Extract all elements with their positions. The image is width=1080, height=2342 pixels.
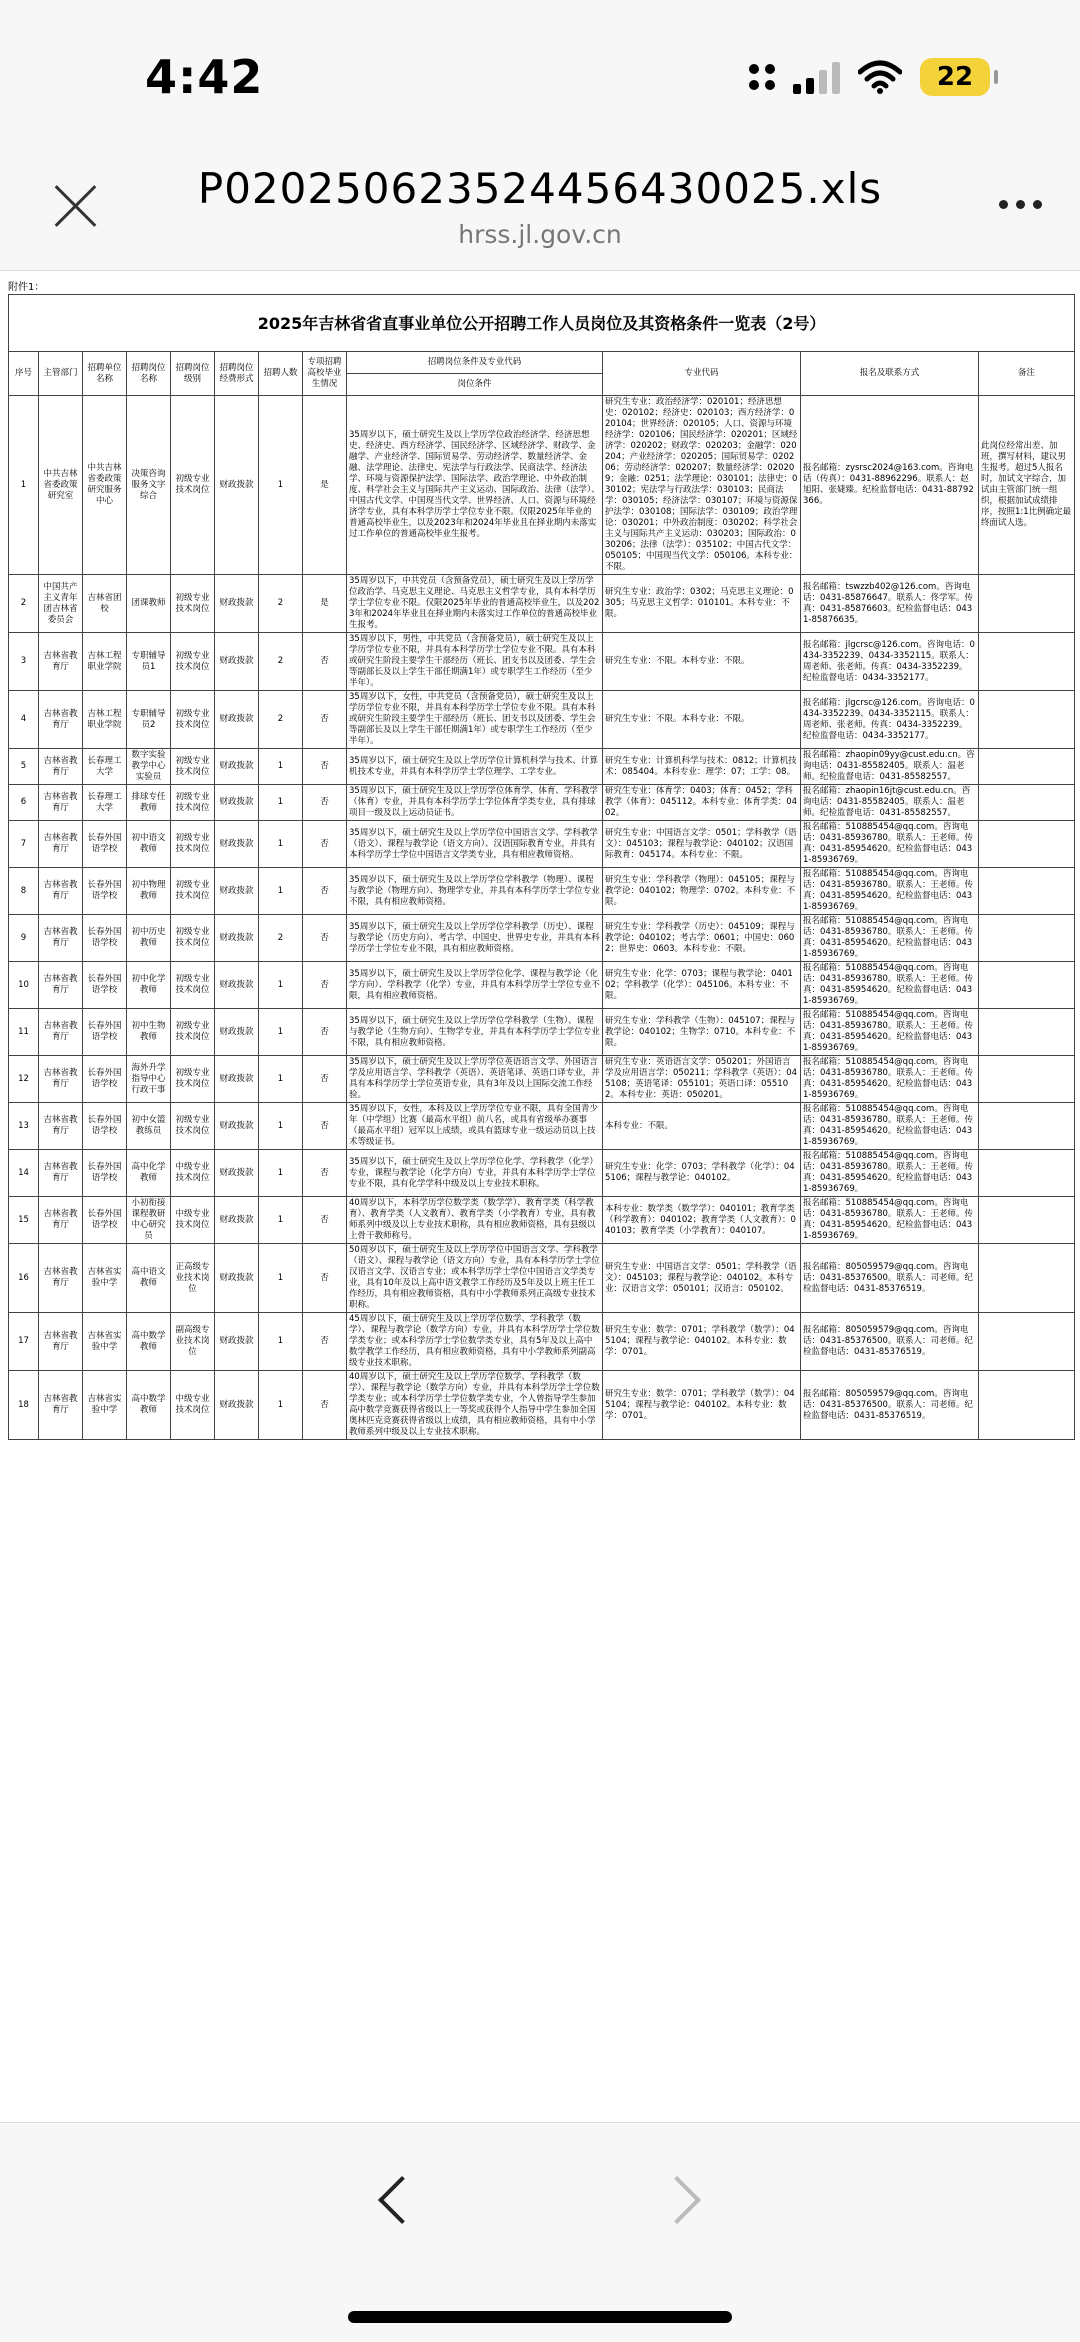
cell-major: 研究生专业：学科教学（生物）：045107；课程与教学论：040102；生物学：0710。本科专业：不限。 <box>603 1009 801 1056</box>
cell-post: 高中数学教师 <box>127 1371 171 1440</box>
cell-grad: 否 <box>303 785 347 821</box>
cell-grad: 否 <box>303 749 347 785</box>
attachment-label: 附件1： <box>8 282 45 293</box>
cell-contact: 报名邮箱：zhaopin09yy@cust.edu.cn。咨询电话：0431-85582405。联系人：温老师。纪检监督电话：0431-85582557。 <box>801 749 979 785</box>
cell-seq: 6 <box>9 785 39 821</box>
cell-contact: 报名邮箱：510885454@qq.com。咨询电话：0431-85936780。联系人：王老师。传真：0431-85954620。纪检监督电话：0431-85936769。 <box>801 1009 979 1056</box>
cell-contact: 报名邮箱：zhaopin16jt@cust.edu.cn。咨询电话：0431-85582405。联系人：温老师。纪检监督电话：0431-85582557。 <box>801 785 979 821</box>
cell-major: 研究生专业：数学：0701；学科教学（数学）：045104；课程与教学论：040102。本科专业：数学：0701。 <box>603 1313 801 1371</box>
cell-fund: 财政拨款 <box>215 575 259 633</box>
cell-cond: 35周岁以下，硕士研究生及以上学历学位英语语言文学、外国语言学及应用语言学、学科教学（英语）、英语笔译、英语口译专业，并具有本科学历学士学位英语专业，具有3年及以上国际交流工作经验。 <box>347 1056 603 1103</box>
cell-dept: 吉林省教育厅 <box>39 633 83 691</box>
cell-post: 初中历史教师 <box>127 915 171 962</box>
cell-level: 初级专业技术岗位 <box>171 575 215 633</box>
cell-grad: 否 <box>303 1150 347 1197</box>
cell-grad: 否 <box>303 962 347 1009</box>
cell-post: 排球专任教师 <box>127 785 171 821</box>
cell-num: 1 <box>259 962 303 1009</box>
cell-num: 2 <box>259 575 303 633</box>
cell-seq: 18 <box>9 1371 39 1440</box>
cell-dept: 吉林省教育厅 <box>39 1244 83 1313</box>
table-row <box>9 633 1075 691</box>
cell-note <box>979 785 1075 821</box>
cell-dept: 吉林省教育厅 <box>39 1009 83 1056</box>
cell-fund: 财政拨款 <box>215 1313 259 1371</box>
cell-dept: 中国共产主义青年团吉林省委员会 <box>39 575 83 633</box>
cell-fund: 财政拨款 <box>215 785 259 821</box>
cell-seq: 13 <box>9 1103 39 1150</box>
cell-cond: 40周岁以下，硕士研究生及以上学历学位数学、学科教学（数学）、课程与教学论（数学方向）专业，并具有本科学历学士学位数学类专业；或本科学历学士学位数学类专业，个人曾指导学生参加高中数学竞赛获得省级以上一等奖或获得个人指导中学生参加全国奥林匹克竞赛获得省级以上成绩，具有相应教师资格，具有中小学教师系列中级及以上专业技术职称。 <box>347 1371 603 1440</box>
cell-dept: 吉林省教育厅 <box>39 962 83 1009</box>
cell-num: 2 <box>259 633 303 691</box>
cell-num: 1 <box>259 1009 303 1056</box>
cell-contact: 报名邮箱：510885454@qq.com。咨询电话：0431-85936780。联系人：王老师。传真：0431-85954620。纪检监督电话：0431-85936769。 <box>801 821 979 868</box>
cell-cond: 35周岁以下，硕士研究生及以上学历学位政治经济学、经济思想史、经济史、西方经济学、国民经济学、区域经济学、财政学、金融学、产业经济学、国际贸易学、劳动经济学、数量经济学、金融、法学理论、法律史、宪法学与行政法学、民商法学、经济法学、环境与资源保护法学、国际法学、政治学理论、中外政治制度、科学社会主义与国际共产主义运动、国际政治、法律（法学）、中国古代文学、中国现当代文学、世界经济、人口、资源与环境经济学专业，具有本科学历学士学位专业不限。仅限2025年毕业的普通高校毕业生，以及2023年和2024年毕业且在择业期内未落实过工作单位的普通高校毕业生报考。 <box>347 396 603 575</box>
status-icons <box>749 58 990 96</box>
cell-grad: 否 <box>303 1009 347 1056</box>
cell-unit: 长春外国语学校 <box>83 915 127 962</box>
cell-level: 初级专业技术岗位 <box>171 749 215 785</box>
source-domain: hrss.jl.gov.cn <box>458 220 622 249</box>
cell-major: 研究生专业：英语语言文学：050201；外国语言学及应用语言学：050211；学科教学（英语）：045108；英语笔译：055101；英语口译：055102。本科专业：英语：050201。 <box>603 1056 801 1103</box>
cell-major: 研究生专业：数学：0701；学科教学（数学）：045104；课程与教学论：040102。本科专业：数学：0701。 <box>603 1371 801 1440</box>
cell-grad: 否 <box>303 1197 347 1244</box>
cell-contact: 报名邮箱：tswzzb402@126.com。咨询电话：0431-85876647。联系人：佟学军。传真：0431-85876603。纪检监督电话：0431-85876635。 <box>801 575 979 633</box>
cell-unit: 吉林省实验中学 <box>83 1244 127 1313</box>
cell-fund: 财政拨款 <box>215 821 259 868</box>
cell-unit: 吉林工程职业学院 <box>83 633 127 691</box>
cell-level: 初级专业技术岗位 <box>171 633 215 691</box>
header-major: 专业代码 <box>603 352 801 396</box>
cell-unit: 长春外国语学校 <box>83 1009 127 1056</box>
cell-major: 研究生专业：体育学：0403；体育：0452；学科教学（体育）：045112。本科专业：体育学类：0402。 <box>603 785 801 821</box>
cell-unit: 长春外国语学校 <box>83 1056 127 1103</box>
cell-num: 1 <box>259 1103 303 1150</box>
cell-level: 正高级专业技术岗位 <box>171 1244 215 1313</box>
spreadsheet-view[interactable] <box>0 272 1080 2122</box>
cell-cond: 40周岁以下，本科学历学位数学类（数学学）、教育学类（科学教育）、教育学类（人文教育）、教育学类（小学教育）专业，具有教师系列中级及以上专业技术职称，具有相应教师资格，具有县级以上骨干教师称号。 <box>347 1197 603 1244</box>
cellular-signal-icon <box>793 60 840 94</box>
cell-major: 研究生专业：不限。本科专业：不限。 <box>603 691 801 749</box>
back-arrow-icon[interactable] <box>378 2176 426 2224</box>
cell-seq: 3 <box>9 633 39 691</box>
cell-contact: 报名邮箱：zysrsc2024@163.com。咨询电话（传真）：0431-88962296。联系人：赵旭阳、张婕臻。纪检监督电话：0431-88792366。 <box>801 396 979 575</box>
cell-level: 副高级专业技术岗位 <box>171 1313 215 1371</box>
cell-num: 1 <box>259 821 303 868</box>
forward-arrow-icon[interactable] <box>653 2176 701 2224</box>
cell-dept: 吉林省教育厅 <box>39 915 83 962</box>
wifi-icon <box>858 60 902 94</box>
table-row <box>9 962 1075 1009</box>
cell-cond: 35周岁以下，硕士研究生及以上学历学位化学、课程与教学论（化学方向）、学科教学（化学）专业，并具有本科学历学士学位专业不限，具有相应教师资格。 <box>347 962 603 1009</box>
header-note: 备注 <box>979 352 1075 396</box>
cell-grad: 否 <box>303 868 347 915</box>
cell-major: 研究生专业：计算机科学与技术：0812；计算机技术：085404。本科专业：理学：07；工学：08。 <box>603 749 801 785</box>
cell-fund: 财政拨款 <box>215 962 259 1009</box>
cell-dept: 中共吉林省委政策研究室 <box>39 396 83 575</box>
cell-level: 中级专业技术岗位 <box>171 1197 215 1244</box>
cell-note <box>979 915 1075 962</box>
cell-cond: 35周岁以下，硕士研究生及以上学历学位中国语言文学、学科教学（语文）、课程与教学论（语文方向）、汉语国际教育专业，并具有本科学历学士学位中国语言文学类专业，具有相应教师资格。 <box>347 821 603 868</box>
cell-dept: 吉林省教育厅 <box>39 1371 83 1440</box>
table-row <box>9 1150 1075 1197</box>
cell-num: 1 <box>259 1371 303 1440</box>
cell-dept: 吉林省教育厅 <box>39 1150 83 1197</box>
cell-level: 初级专业技术岗位 <box>171 1009 215 1056</box>
header-unit: 招聘单位名称 <box>83 352 127 396</box>
cell-post: 团课教师 <box>127 575 171 633</box>
cell-grad: 否 <box>303 691 347 749</box>
cell-seq: 1 <box>9 396 39 575</box>
cell-cond: 35周岁以下，硕士研究生及以上学历学位学科教学（生物）、课程与教学论（生物方向）、生物学专业，并具有本科学历学士学位专业不限，具有相应教师资格。 <box>347 1009 603 1056</box>
cell-num: 1 <box>259 1056 303 1103</box>
header-cond-group: 招聘岗位条件及专业代码 <box>347 352 603 374</box>
header-seq: 序号 <box>9 352 39 396</box>
cell-seq: 11 <box>9 1009 39 1056</box>
cell-major: 研究生专业：中国语言文学：0501；学科教学（语文）：045103；课程与教学论：040102。本科专业：汉语言文学：050101；汉语言：050102。 <box>603 1244 801 1313</box>
cell-post: 初中语文教师 <box>127 821 171 868</box>
cell-fund: 财政拨款 <box>215 1197 259 1244</box>
cell-unit: 长春理工大学 <box>83 785 127 821</box>
table-row <box>9 1056 1075 1103</box>
cell-post: 专职辅导员1 <box>127 633 171 691</box>
table-row <box>9 915 1075 962</box>
cell-dept: 吉林省教育厅 <box>39 868 83 915</box>
cell-level: 初级专业技术岗位 <box>171 962 215 1009</box>
cell-num: 2 <box>259 915 303 962</box>
table-row <box>9 785 1075 821</box>
cell-note <box>979 1103 1075 1150</box>
cell-num: 2 <box>259 691 303 749</box>
cell-num: 1 <box>259 1150 303 1197</box>
cell-seq: 14 <box>9 1150 39 1197</box>
cell-post: 小初衔接课程教研中心研究员 <box>127 1197 171 1244</box>
cell-note <box>979 1197 1075 1244</box>
cell-fund: 财政拨款 <box>215 691 259 749</box>
cell-note <box>979 1009 1075 1056</box>
cell-unit: 吉林省实验中学 <box>83 1313 127 1371</box>
cell-level: 初级专业技术岗位 <box>171 1056 215 1103</box>
cell-note <box>979 749 1075 785</box>
cell-dept: 吉林省教育厅 <box>39 1197 83 1244</box>
cell-grad: 是 <box>303 396 347 575</box>
cell-cond: 45周岁以下，硕士研究生及以上学历学位数学、学科教学（数学）、课程与教学论（数学方向）专业，并具有本科学历学士学位数学类专业；或本科学历学士学位数学类专业，具有5年及以上高中数学教学工作经历，具有相应教师资格，具有中小学教师系列副高级专业技术职称。 <box>347 1313 603 1371</box>
cell-unit: 长春外国语学校 <box>83 821 127 868</box>
cell-level: 初级专业技术岗位 <box>171 868 215 915</box>
cell-fund: 财政拨款 <box>215 915 259 962</box>
cell-grad: 否 <box>303 1313 347 1371</box>
cell-level: 初级专业技术岗位 <box>171 785 215 821</box>
table-row <box>9 749 1075 785</box>
cell-num: 1 <box>259 1197 303 1244</box>
cell-cond: 35周岁以下，硕士研究生及以上学历学位计算机科学与技术、计算机技术专业，并具有本科学历学士学位理学、工学专业。 <box>347 749 603 785</box>
cell-contact: 报名邮箱：510885454@qq.com。咨询电话：0431-85936780。联系人：王老师。传真：0431-85954620。纪检监督电话：0431-85936769。 <box>801 1056 979 1103</box>
cell-contact: 报名邮箱：510885454@qq.com。咨询电话：0431-85936780。联系人：王老师。传真：0431-85954620。纪检监督电话：0431-85936769。 <box>801 1150 979 1197</box>
cell-post: 高中化学教师 <box>127 1150 171 1197</box>
cell-grad: 否 <box>303 915 347 962</box>
cell-num: 1 <box>259 1244 303 1313</box>
cell-major: 研究生专业：中国语言文学：0501；学科教学（语文）：045103；课程与教学论：040102；汉语国际教育：045174。本科专业：不限。 <box>603 821 801 868</box>
cell-major: 研究生专业：化学：0703；课程与教学论：040102；学科教学（化学）：045106。本科专业：不限。 <box>603 962 801 1009</box>
status-bar <box>0 0 1080 150</box>
cell-level: 初级专业技术岗位 <box>171 915 215 962</box>
cell-fund: 财政拨款 <box>215 1056 259 1103</box>
cell-note: 此岗位经常出差、加班，撰写材料，建议男生报考。超过5人报名时，加试文字综合，加试由主管部门统一组织，根据加试成绩排序，按照1:1比例确定最终面试人选。 <box>979 396 1075 575</box>
cell-level: 初级专业技术岗位 <box>171 396 215 575</box>
cell-level: 初级专业技术岗位 <box>171 821 215 868</box>
cell-grad: 否 <box>303 633 347 691</box>
cell-major: 研究生专业：学科教学（历史）：045109；课程与教学论：040102；考古学：0601；中国史：0602；世界史：0603。本科专业：不限。 <box>603 915 801 962</box>
cell-unit: 中共吉林省委政策研究服务中心 <box>83 396 127 575</box>
cell-major: 研究生专业：化学：0703；学科教学（化学）：045106；课程与教学论：040102。 <box>603 1150 801 1197</box>
cell-post: 高中语文教师 <box>127 1244 171 1313</box>
table-row <box>9 575 1075 633</box>
cell-seq: 5 <box>9 749 39 785</box>
cell-note <box>979 691 1075 749</box>
cell-num: 1 <box>259 1313 303 1371</box>
cell-note <box>979 1150 1075 1197</box>
cell-contact: 报名邮箱：510885454@qq.com。咨询电话：0431-85936780。联系人：王老师。传真：0431-85954620。纪检监督电话：0431-85936769。 <box>801 962 979 1009</box>
cell-post: 初中物理教师 <box>127 868 171 915</box>
cell-seq: 8 <box>9 868 39 915</box>
cell-num: 1 <box>259 868 303 915</box>
file-name: P020250623524456430025.xls <box>197 164 883 213</box>
cell-num: 1 <box>259 396 303 575</box>
cell-level: 中级专业技术岗位 <box>171 1150 215 1197</box>
table-row <box>9 691 1075 749</box>
cell-grad: 否 <box>303 1244 347 1313</box>
cell-fund: 财政拨款 <box>215 633 259 691</box>
cell-dept: 吉林省教育厅 <box>39 1103 83 1150</box>
cell-unit: 长春外国语学校 <box>83 868 127 915</box>
cell-fund: 财政拨款 <box>215 1244 259 1313</box>
cell-post: 高中数学教师 <box>127 1313 171 1371</box>
cell-note <box>979 1056 1075 1103</box>
cell-grad: 否 <box>303 1056 347 1103</box>
cell-contact: 报名邮箱：jlgcrsc@126.com。咨询电话：0434-3352239、0434-3352115。联系人：周老师、张老师。传真：0434-3352239。纪检监督电话：0434-3352177。 <box>801 633 979 691</box>
viewer-header <box>0 150 1080 271</box>
cell-note <box>979 962 1075 1009</box>
cell-fund: 财政拨款 <box>215 396 259 575</box>
cell-major: 本科专业：数学类（数学学）：040101；教育学类（科学教育）：040102；教育学类（人文教育）：040103；教育学类（小学教育）：040107。 <box>603 1197 801 1244</box>
cell-major: 本科专业：不限。 <box>603 1103 801 1150</box>
header-num: 招聘人数 <box>259 352 303 396</box>
clock: 4:42 <box>145 50 264 104</box>
table-row <box>9 1313 1075 1371</box>
header-cond: 岗位条件 <box>347 374 603 396</box>
cell-level: 初级专业技术岗位 <box>171 691 215 749</box>
cell-cond: 35周岁以下，女性，本科及以上学历学位专业不限，具有全国青少年（中学组）比赛（最高水平组）前八名，或具有省级举办赛事（最高水平组）冠军以上成绩，或具有篮球专业一级运动员以上技术等级证书。 <box>347 1103 603 1150</box>
cell-seq: 16 <box>9 1244 39 1313</box>
cell-cond: 35周岁以下，硕士研究生及以上学历学位学科教学（历史）、课程与教学论（历史方向）、考古学、中国史、世界史专业，并具有本科学历学士学位专业不限，具有相应教师资格。 <box>347 915 603 962</box>
header-fund: 招聘岗位经费形式 <box>215 352 259 396</box>
cell-seq: 4 <box>9 691 39 749</box>
table-title: 2025年吉林省省直事业单位公开招聘工作人员岗位及其资格条件一览表（2号） <box>9 295 1075 352</box>
cell-note <box>979 1313 1075 1371</box>
header-dept: 主管部门 <box>39 352 83 396</box>
cell-unit: 长春外国语学校 <box>83 1103 127 1150</box>
cell-unit: 吉林省团校 <box>83 575 127 633</box>
cell-post: 初中生物教师 <box>127 1009 171 1056</box>
cell-fund: 财政拨款 <box>215 1371 259 1440</box>
cell-major: 研究生专业：不限。本科专业：不限。 <box>603 633 801 691</box>
cell-fund: 财政拨款 <box>215 1150 259 1197</box>
header-post: 招聘岗位名称 <box>127 352 171 396</box>
cell-note <box>979 821 1075 868</box>
cell-seq: 7 <box>9 821 39 868</box>
cell-dept: 吉林省教育厅 <box>39 785 83 821</box>
table-row <box>9 396 1075 575</box>
table-row <box>9 1244 1075 1313</box>
more-options-icon[interactable] <box>999 200 1042 209</box>
cell-fund: 财政拨款 <box>215 1103 259 1150</box>
bottom-nav <box>0 2122 1080 2342</box>
table-row <box>9 1197 1075 1244</box>
cell-unit: 长春外国语学校 <box>83 1150 127 1197</box>
cell-post: 初中女篮教练员 <box>127 1103 171 1150</box>
cell-dept: 吉林省教育厅 <box>39 1056 83 1103</box>
cell-seq: 12 <box>9 1056 39 1103</box>
cell-cond: 50周岁以下，硕士研究生及以上学历学位中国语言文学、学科教学（语文）、课程与教学论（语文方向）专业，具有本科学历学士学位汉语言文学、汉语言专业；或本科学历学士学位中国语言文学类专业，具有10年及以上高中语文教学工作经历及5年及以上班主任工作经历，具有相应教师资格，具有中小学教师系列正高级专业技术职称。 <box>347 1244 603 1313</box>
cell-fund: 财政拨款 <box>215 868 259 915</box>
cell-post: 专职辅导员2 <box>127 691 171 749</box>
cell-unit: 长春理工大学 <box>83 749 127 785</box>
cell-unit: 长春外国语学校 <box>83 962 127 1009</box>
cell-grad: 否 <box>303 1103 347 1150</box>
cell-num: 1 <box>259 785 303 821</box>
table-row <box>9 1103 1075 1150</box>
table-row <box>9 868 1075 915</box>
cell-major: 研究生专业：学科教学（物理）：045105；课程与教学论：040102；物理学：0702。本科专业：不限。 <box>603 868 801 915</box>
cell-post: 初中化学教师 <box>127 962 171 1009</box>
cell-post: 海外升学指导中心行政干事 <box>127 1056 171 1103</box>
cell-post: 数字实验教学中心实验员 <box>127 749 171 785</box>
header-grad: 专项招聘高校毕业生情况 <box>303 352 347 396</box>
cell-cond: 35周岁以下，硕士研究生及以上学历学位化学、学科教学（化学）专业，课程与教学论（化学方向）专业，并具有本科学历学士学位专业不限，具有化学学科中级及以上专业技术职称。 <box>347 1150 603 1197</box>
cell-cond: 35周岁以下，女性，中共党员（含预备党员），硕士研究生及以上学历学位专业不限，并具有本科学历学士学位专业不限。具有本科或研究生阶段主要学生干部经历（班长、团支书以及团委、学生会等副部长及以上学生干部任期满1年）或专职学生工作经历（至少半年）。 <box>347 691 603 749</box>
cell-seq: 17 <box>9 1313 39 1371</box>
cell-level: 中级专业技术岗位 <box>171 1371 215 1440</box>
cell-note <box>979 575 1075 633</box>
job-table <box>8 294 1075 1440</box>
cell-seq: 9 <box>9 915 39 962</box>
cell-grad: 是 <box>303 575 347 633</box>
cell-major: 研究生专业：政治学：0302；马克思主义理论：0305；马克思主义哲学：010101。本科专业：不限。 <box>603 575 801 633</box>
cell-seq: 15 <box>9 1197 39 1244</box>
cell-contact: 报名邮箱：510885454@qq.com。咨询电话：0431-85936780。联系人：王老师。传真：0431-85954620。纪检监督电话：0431-85936769。 <box>801 868 979 915</box>
focus-dots-icon <box>749 64 775 90</box>
cell-post: 决策咨询服务文字综合 <box>127 396 171 575</box>
table-row <box>9 821 1075 868</box>
cell-num: 1 <box>259 749 303 785</box>
cell-grad: 否 <box>303 1371 347 1440</box>
cell-dept: 吉林省教育厅 <box>39 821 83 868</box>
cell-fund: 财政拨款 <box>215 749 259 785</box>
cell-contact: 报名邮箱：805059579@qq.com。咨询电话：0431-85376500。联系人：司老师。纪检监督电话：0431-85376519。 <box>801 1244 979 1313</box>
cell-cond: 35周岁以下，硕士研究生及以上学历学位体育学、体育、学科教学（体育）专业，并具有本科学历学士学位体育学类专业，具有排球项目一级及以上运动员证书。 <box>347 785 603 821</box>
cell-note <box>979 868 1075 915</box>
home-indicator <box>348 2311 732 2323</box>
header-level: 招聘岗位级别 <box>171 352 215 396</box>
cell-contact: 报名邮箱：510885454@qq.com。咨询电话：0431-85936780。联系人：王老师。传真：0431-85954620。纪检监督电话：0431-85936769。 <box>801 1197 979 1244</box>
cell-unit: 长春外国语学校 <box>83 1197 127 1244</box>
cell-dept: 吉林省教育厅 <box>39 749 83 785</box>
cell-cond: 35周岁以下，男性，中共党员（含预备党员），硕士研究生及以上学历学位专业不限，并具有本科学历学士学位专业不限。具有本科或研究生阶段主要学生干部经历（班长、团支书以及团委、学生会等副部长及以上学生干部任期满1年）或专职学生工作经历（至少半年）。 <box>347 633 603 691</box>
cell-note <box>979 1244 1075 1313</box>
table-row <box>9 1009 1075 1056</box>
cell-dept: 吉林省教育厅 <box>39 691 83 749</box>
cell-contact: 报名邮箱：510885454@qq.com。咨询电话：0431-85936780。联系人：王老师。传真：0431-85954620。纪检监督电话：0431-85936769。 <box>801 915 979 962</box>
cell-fund: 财政拨款 <box>215 1009 259 1056</box>
cell-level: 初级专业技术岗位 <box>171 1103 215 1150</box>
cell-contact: 报名邮箱：jlgcrsc@126.com。咨询电话：0434-3352239、0434-3352115。联系人：周老师、张老师。传真：0434-3352239。纪检监督电话：0434-3352177。 <box>801 691 979 749</box>
cell-major: 研究生专业：政治经济学：020101；经济思想史：020102；经济史：020103；西方经济学：020104；世界经济：020105；人口、资源与环境经济学：020106；国民经济学：020201；区域经济学：020202；财政学：020203；金融学：020204；产业经济学：020205；国际贸易学：020206；劳动经济学：020207；数量经济学：020209；金融：0251；法学理论：030101；法律史：030102；宪法学与行政法学：030103；民商法学：030105；经济法学：030107；环境与资源保护法学：030108；国际法学：030109；政治学理论：030201；中外政治制度：030202；科学社会主义与国际共产主义运动：030203；国际政治：030206；法律（法学）：035102；中国古代文学：050105；中国现当代文学：050106。本科专业：不限。 <box>603 396 801 575</box>
cell-contact: 报名邮箱：805059579@qq.com。咨询电话：0431-85376500。联系人：司老师。纪检监督电话：0431-85376519。 <box>801 1313 979 1371</box>
cell-note <box>979 633 1075 691</box>
cell-contact: 报名邮箱：805059579@qq.com。咨询电话：0431-85376500。联系人：司老师。纪检监督电话：0431-85376519。 <box>801 1371 979 1440</box>
cell-contact: 报名邮箱：510885454@qq.com。咨询电话：0431-85936780。联系人：王老师。传真：0431-85954620。纪检监督电话：0431-85936769。 <box>801 1103 979 1150</box>
cell-cond: 35周岁以下，硕士研究生及以上学历学位学科教学（物理）、课程与教学论（物理方向）、物理学专业，并具有本科学历学士学位专业不限，具有相应教师资格。 <box>347 868 603 915</box>
cell-seq: 10 <box>9 962 39 1009</box>
header-contact: 报名及联系方式 <box>801 352 979 396</box>
cell-dept: 吉林省教育厅 <box>39 1313 83 1371</box>
cell-note <box>979 1371 1075 1440</box>
cell-grad: 否 <box>303 821 347 868</box>
battery-indicator: 22 <box>920 58 990 96</box>
cell-unit: 吉林工程职业学院 <box>83 691 127 749</box>
table-row <box>9 1371 1075 1440</box>
cell-cond: 35周岁以下，中共党员（含预备党员），硕士研究生及以上学历学位政治学、马克思主义理论、马克思主义哲学专业，具有本科学历学士学位专业不限。仅限2025年毕业的普通高校毕业生，以及2023年和2024年毕业且在择业期内未落实过工作单位的普通高校毕业生报考。 <box>347 575 603 633</box>
cell-seq: 2 <box>9 575 39 633</box>
cell-unit: 吉林省实验中学 <box>83 1371 127 1440</box>
